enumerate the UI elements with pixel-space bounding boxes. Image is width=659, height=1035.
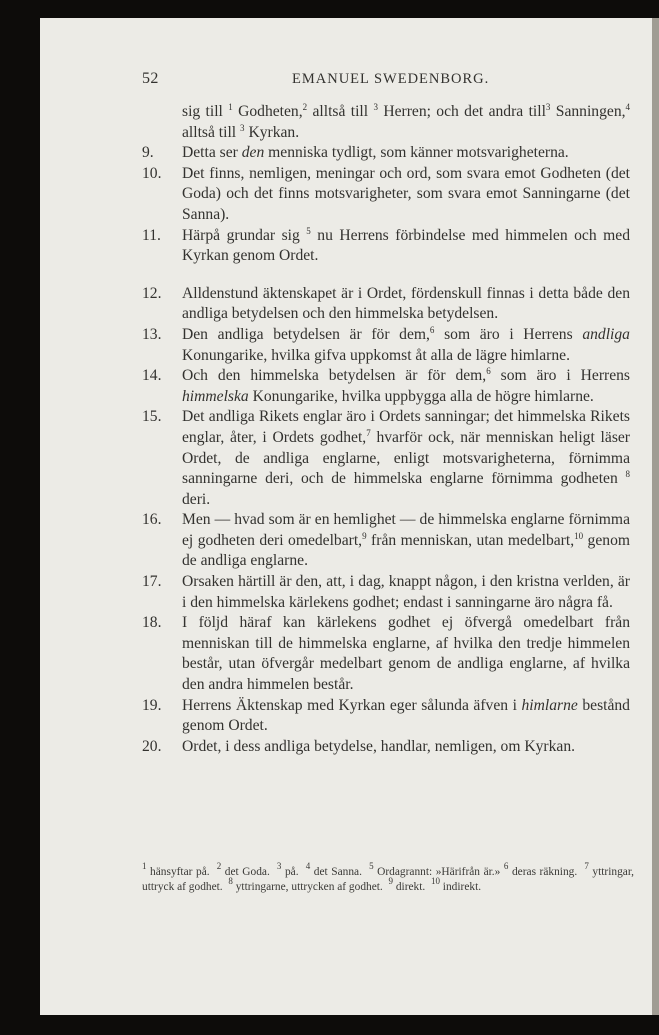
paragraph-text: Härpå grundar sig $^5$ nu Herrens förbindelse med himmelen och med Kyrkan genom Ordet.	[182, 225, 630, 265]
paragraph-number: 17.	[142, 573, 162, 591]
paragraph-number: 18.	[142, 614, 162, 632]
paragraph-text: Det andliga Rikets englar äro i Ordets sanningar; det himmelska Rikets englar, åter, i Ordets godhet,$^7$ hvarför ock, när menniskan heligt läser Ordet, de andliga englarne, enligt motsvarigheterna, förnimma sanningarne deri, och de himmelska englarne förnimma godheten $^8$ deri.	[182, 408, 630, 508]
paragraph-number: 14.	[142, 367, 162, 385]
paragraph-text: Den andliga betydelsen är för dem,$^6$ som äro i Herrens andliga Konungarike, hvilka gifva uppkomst åt alla de lägre himlarne.	[182, 324, 630, 364]
running-title: EMANUEL SWEDENBORG.	[292, 71, 490, 87]
paragraph-number: 10.	[142, 164, 162, 182]
paragraph-number: 20.	[142, 737, 162, 755]
book-page	[40, 18, 652, 1015]
paragraph	[142, 737, 630, 758]
paragraph-text: Alldenstund äktenskapet är i Ordet, fördenskull finnas i detta både den andliga betydelsen och den himmelska betydelsen.	[182, 284, 630, 323]
paragraph	[142, 325, 630, 366]
paragraph-text: Herrens Äktenskap med Kyrkan eger sålunda äfven i himlarne bestånd genom Ordet.	[182, 696, 630, 735]
paragraph-number: 11.	[142, 226, 161, 244]
paragraph-number: 13.	[142, 325, 162, 343]
paragraph-text: Och den himmelska betydelsen är för dem,$^6$ som äro i Herrens himmelska Konungarike, hvilka uppbygga alla de högre himlarne.	[182, 366, 630, 405]
paragraph	[142, 696, 630, 737]
paragraph	[142, 510, 630, 572]
footnotes: $^1$ hänsyftar på. $^2$ det Goda. $^3$ på. $^4$ det Sanna. $^5$ Ordagrannt: »Härifrån är.» $^6$ deras räkning. $^7$ yttringar, uttryck af godhet. $^8$ yttringarne, uttrycken af godhet. $^9$ direkt. $^{10}$ indirekt.	[142, 861, 635, 893]
page-header	[142, 70, 618, 92]
paragraph	[142, 572, 630, 613]
paragraph	[142, 102, 630, 143]
paragraph-number: 15.	[142, 408, 162, 426]
paragraph	[142, 143, 630, 164]
paragraph-number: 12.	[142, 284, 162, 302]
paragraph-text: I följd häraf kan kärlekens godhet ej öfvergå omedelbart från menniskan till de himmelska englarne, af hvilka den tredje himmelen består, utan öfvergår medelbart genom de andliga englarne, af hvilka den andra himmelen består.	[182, 614, 630, 694]
paragraph-number: 19.	[142, 696, 162, 714]
paragraph-text: Detta ser den menniska tydligt, som känner motsvarigheterna.	[182, 144, 569, 162]
paragraph-text: Ordet, i dess andliga betydelse, handlar, nemligen, om Kyrkan.	[182, 737, 576, 755]
paragraph-text: Orsaken härtill är den, att, i dag, knappt någon, i den kristna verlden, är i den himmelska kärlekens godhet; endast i sanningarne äro några få.	[182, 573, 630, 611]
paragraph-number: 16.	[142, 511, 162, 529]
paragraph-text: sig till $^1$ Godheten,$^2$ alltså till $^3$ Herren; och det andra till$^3$ Sanningen,$^4$ alltså till $^3$ Kyrkan.	[182, 102, 631, 141]
paragraph	[142, 613, 630, 695]
paragraph	[142, 226, 630, 267]
page-number: 52	[142, 70, 159, 87]
paragraph	[142, 284, 630, 325]
paragraph	[142, 164, 630, 226]
paragraph-text: Det finns, nemligen, meningar och ord, som svara emot Godheten (det Goda) och det finns motsvarigheter, som svara emot Sanningarne (det Sanna).	[182, 164, 630, 223]
paragraph	[142, 366, 630, 407]
page-edge	[652, 18, 659, 1015]
paragraph-text: Men — hvad som är en hemlighet — de himmelska englarne förnimma ej godheten deri omedelbart,$^9$ från menniskan, utan medelbart,$^{10}$ genom de andliga englarne.	[182, 511, 630, 570]
paragraph-number: 9.	[142, 144, 154, 162]
page-body	[142, 102, 630, 757]
paragraph	[142, 407, 630, 510]
